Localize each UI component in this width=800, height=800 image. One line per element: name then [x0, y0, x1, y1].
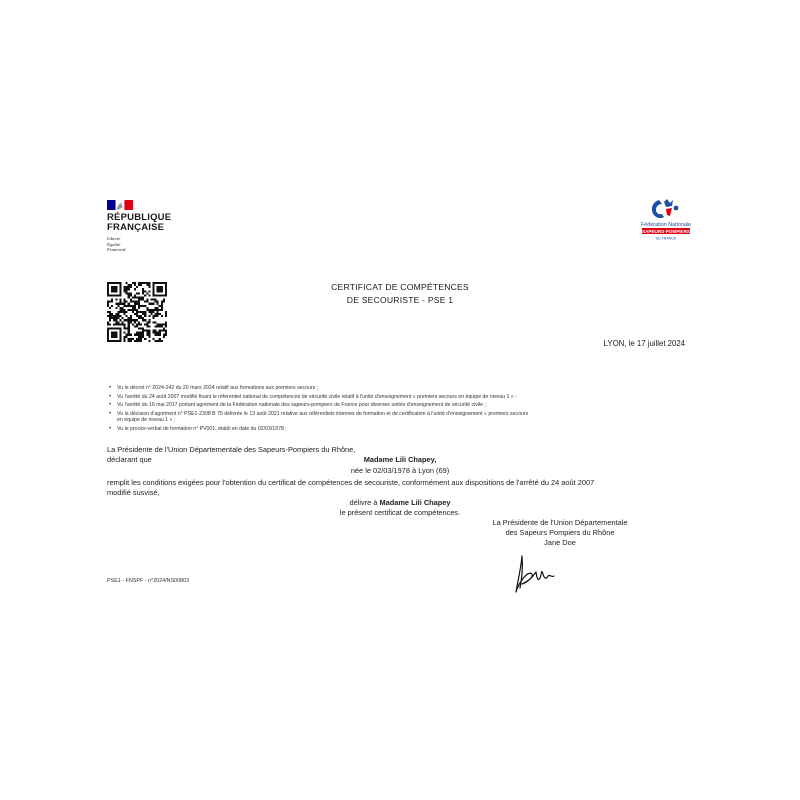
- consideration-item: • Vu l'arrêté du 16 mai 2017 portant agrément de la Fédération nationale des sapeurs-pompiers de France pour diverses unités d'enseignement de sécurité civile ;: [108, 401, 688, 410]
- motto-liberte: Liberté: [107, 236, 121, 241]
- motto-egalite: Égalité: [107, 241, 121, 247]
- marianne-flag-icon: [107, 200, 133, 210]
- consideration-item: • Vu le procès-verbal de formation n° PV001, établi en date du 02/03/1978 ;: [108, 425, 688, 434]
- certificate-title: [250, 281, 550, 307]
- consideration-item: [108, 411, 688, 424]
- consideration-item: • Vu le décret n° 2024-242 du 20 mars 2024 relatif aux formations aux premiers secours ;: [108, 384, 688, 393]
- fn-logo-line1: Fédération Nationale: [640, 222, 692, 228]
- consideration-item: • Vu l'arrêté du 24 août 2007 modifié fixant le référentiel national de compétences de sécurité civile relatif à l'unité d'enseignement « premiers secours en équipe de niveau 1 » ;: [108, 393, 688, 402]
- certificate-line: le présent certificat de compétences.: [339, 508, 461, 517]
- conditions-line1: remplit les conditions exigées pour l'obtention du certificat de compétences de secouriste, conformément aux dispositions de l'arrêté du 24 août 2007: [107, 478, 595, 487]
- handwritten-signature: [510, 548, 556, 596]
- delivered-line: [250, 498, 550, 508]
- rf-name-line2: FRANÇAISE: [107, 222, 165, 233]
- delivered-name: Madame Lili Chapey: [379, 498, 451, 507]
- president-statement: La Présidente de l'Union Départementale des Sapeurs-Pompiers du Rhône,: [107, 445, 356, 454]
- declarant-label: déclarant que: [107, 455, 152, 464]
- title-line1: CERTIFICAT DE COMPÉTENCES: [331, 282, 469, 292]
- fn-logo-line2: SAPEURS-POMPIERS: [642, 228, 690, 234]
- title-line2: DE SECOURISTE - PSE 1: [346, 295, 454, 305]
- recipient-name: Madame Lili Chapey,: [363, 455, 437, 464]
- considerations-list: [108, 384, 688, 433]
- conditions-line2: modifié susvisé,: [107, 488, 160, 497]
- place-date: LYON, le 17 juillet 2024: [603, 339, 685, 348]
- fnspf-logo-icon: [640, 196, 692, 242]
- signatory-name: Jane Doe: [544, 538, 576, 547]
- signatory-line1: La Présidente de l'Union Départementale: [492, 518, 628, 527]
- republique-motto: [107, 236, 126, 253]
- delivered-prefix: délivre à: [349, 498, 378, 507]
- consideration-text: Vu la décision d'agrément n° PSE1-2308 B 75 délivrée le 13 août 2021 relative aux référentiels internes de formation et de certification à l'unité d'enseignement « premiers secours: [117, 410, 529, 417]
- republique-francaise-name: [107, 213, 171, 233]
- birth-line: née le 02/03/1978 à Lyon (69): [350, 466, 450, 475]
- certificate-reference: PSE1 - FNSPF - n°2024/NS00803: [107, 578, 190, 584]
- motto-fraternite: Fraternité: [107, 247, 126, 253]
- consideration-continuation: en équipe de niveau 1 » ;: [117, 417, 176, 424]
- rf-name-line1: RÉPUBLIQUE: [107, 212, 172, 223]
- signatory-line2: des Sapeurs Pompiers du Rhône: [505, 528, 615, 537]
- qr-code[interactable]: [107, 282, 167, 342]
- fn-logo-line3: DE FRANCE: [655, 236, 677, 241]
